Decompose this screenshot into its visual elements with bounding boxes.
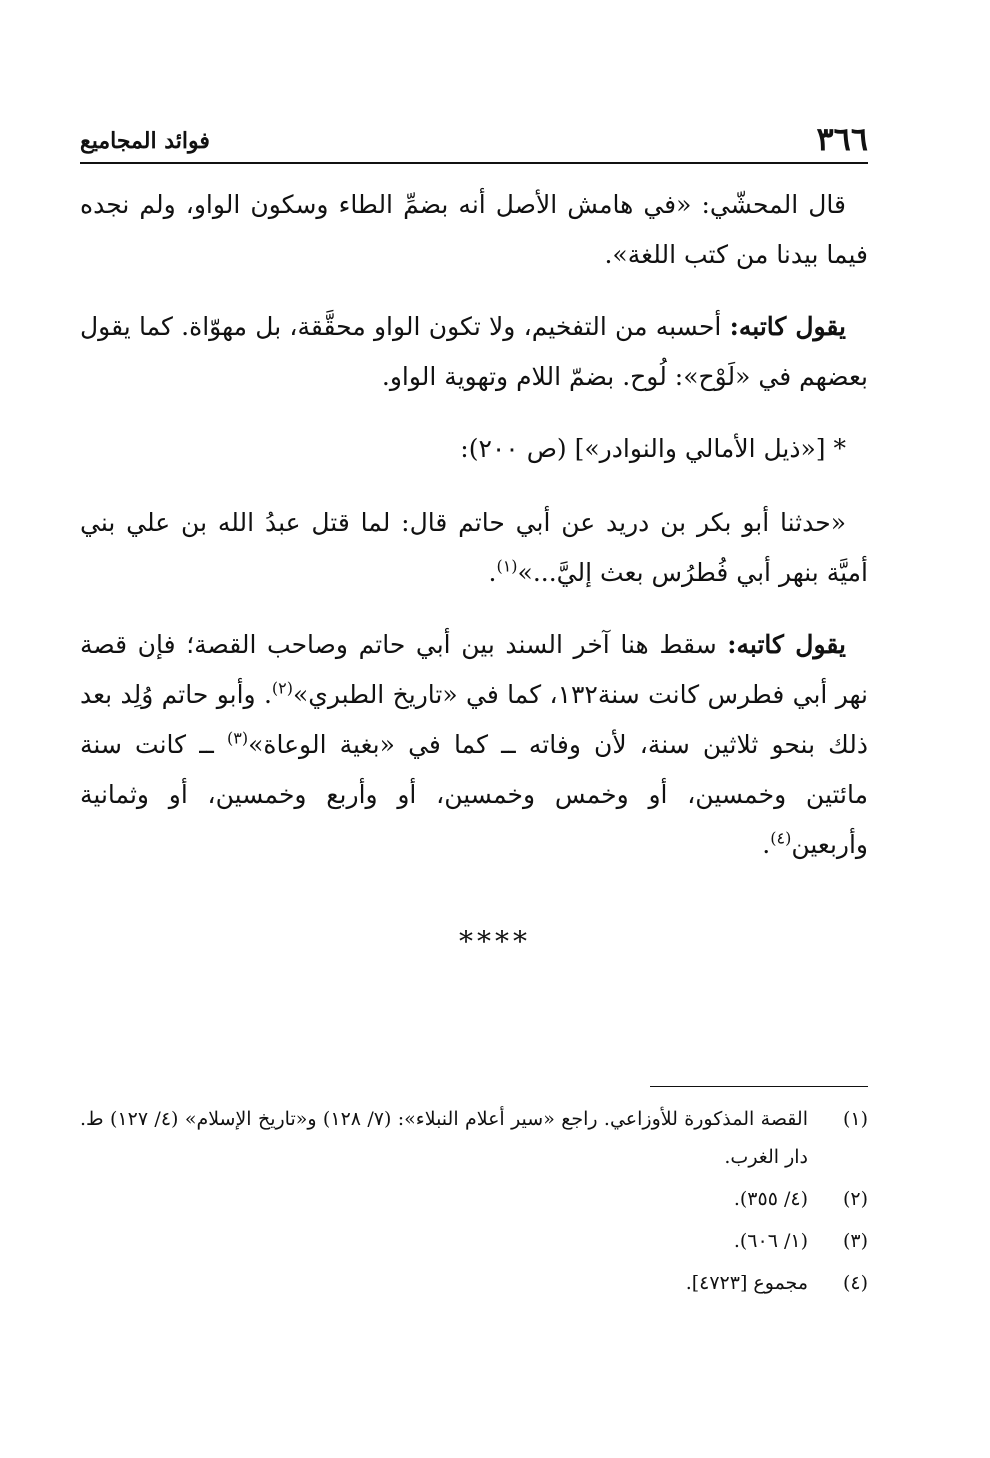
quote-end: . bbox=[488, 558, 497, 587]
footnote-text: مجموع [٤٧٢٣]. bbox=[685, 1272, 808, 1294]
footnote-rule bbox=[650, 1086, 868, 1087]
author-lead-2: يقول كاتبه: bbox=[727, 630, 846, 659]
header-rule bbox=[80, 162, 868, 164]
paragraph-2 bbox=[80, 302, 868, 402]
paragraph-5 bbox=[80, 620, 868, 870]
source-heading-text: * [«ذيل الأمالي والنوادر»] (ص ٢٠٠): bbox=[460, 434, 846, 463]
page-number: ٣٦٦ bbox=[816, 120, 868, 158]
section-separator: **** bbox=[459, 925, 531, 958]
paragraph-5-text-b: . وأبو حاتم وُلِد بعد ذلك بنحو ثلاثين سنة، لأن وفاته ــ كما في «بغية الوعاة» bbox=[80, 680, 868, 759]
paragraph-5-text-a: سقط هنا آخر السند بين أبي حاتم وصاحب القصة؛ فإن قصة نهر أبي فطرس كانت سنة١٣٢، كما في «تاريخ الطبري» bbox=[80, 630, 868, 709]
footnote-1 bbox=[80, 1100, 868, 1176]
running-header bbox=[80, 120, 868, 160]
paragraph-1 bbox=[80, 180, 868, 280]
paragraph-1-text: قال المحشّي: «في هامش الأصل أنه بضمِّ الطاء وسكون الواو، ولم نجده فيما بيدنا من كتب اللغة». bbox=[80, 190, 868, 269]
book-title: فوائد المجاميع bbox=[80, 128, 210, 154]
footnote-text: (١/ ٦٠٦). bbox=[733, 1230, 808, 1252]
footnote-2 bbox=[80, 1180, 868, 1218]
main-text bbox=[80, 180, 868, 892]
paragraph-5-end: . bbox=[762, 830, 771, 859]
footnote-4 bbox=[80, 1264, 868, 1302]
paragraph-5-text-c: ــ كانت سنة مائتين وخمسين، أو وخمس وخمسين، أو وأربع وخمسين، أو وثمانية وأربعين bbox=[80, 730, 868, 859]
footnote-ref-2[interactable]: (٢) bbox=[271, 678, 293, 698]
footnote-ref-4[interactable]: (٤) bbox=[770, 828, 792, 848]
footnote-ref-1[interactable]: (١) bbox=[496, 556, 518, 576]
source-heading bbox=[80, 424, 868, 474]
quote-text: «حدثنا أبو بكر بن دريد عن أبي حاتم قال: لما قتل عبدُ الله بن علي بني أميَّة بنهر أبي فُطرُس بعث إليَّ...» bbox=[80, 508, 868, 587]
footnotes bbox=[80, 1100, 868, 1306]
footnote-3 bbox=[80, 1222, 868, 1260]
footnote-number: (٢) bbox=[842, 1188, 868, 1210]
paragraph-2-text: أحسبه من التفخيم، ولا تكون الواو محقَّقة، بل مهوّاة. كما يقول بعضهم في «لَوْح»: لُوح. بضمّ اللام وتهوية الواو. bbox=[80, 312, 868, 391]
footnote-number: (٤) bbox=[842, 1272, 868, 1294]
footnote-text: (٤/ ٣٥٥). bbox=[733, 1188, 808, 1210]
footnote-number: (٣) bbox=[842, 1230, 868, 1252]
footnote-text: القصة المذكورة للأوزاعي. راجع «سير أعلام النبلاء»: (٧/ ١٢٨) و«تاريخ الإسلام» (٤/ ١٢٧) ط. دار الغرب. bbox=[80, 1108, 808, 1168]
footnote-number: (١) bbox=[842, 1108, 868, 1130]
author-lead: يقول كاتبه: bbox=[729, 312, 846, 341]
paragraph-quote bbox=[80, 498, 868, 598]
footnote-ref-3[interactable]: (٣) bbox=[227, 728, 249, 748]
